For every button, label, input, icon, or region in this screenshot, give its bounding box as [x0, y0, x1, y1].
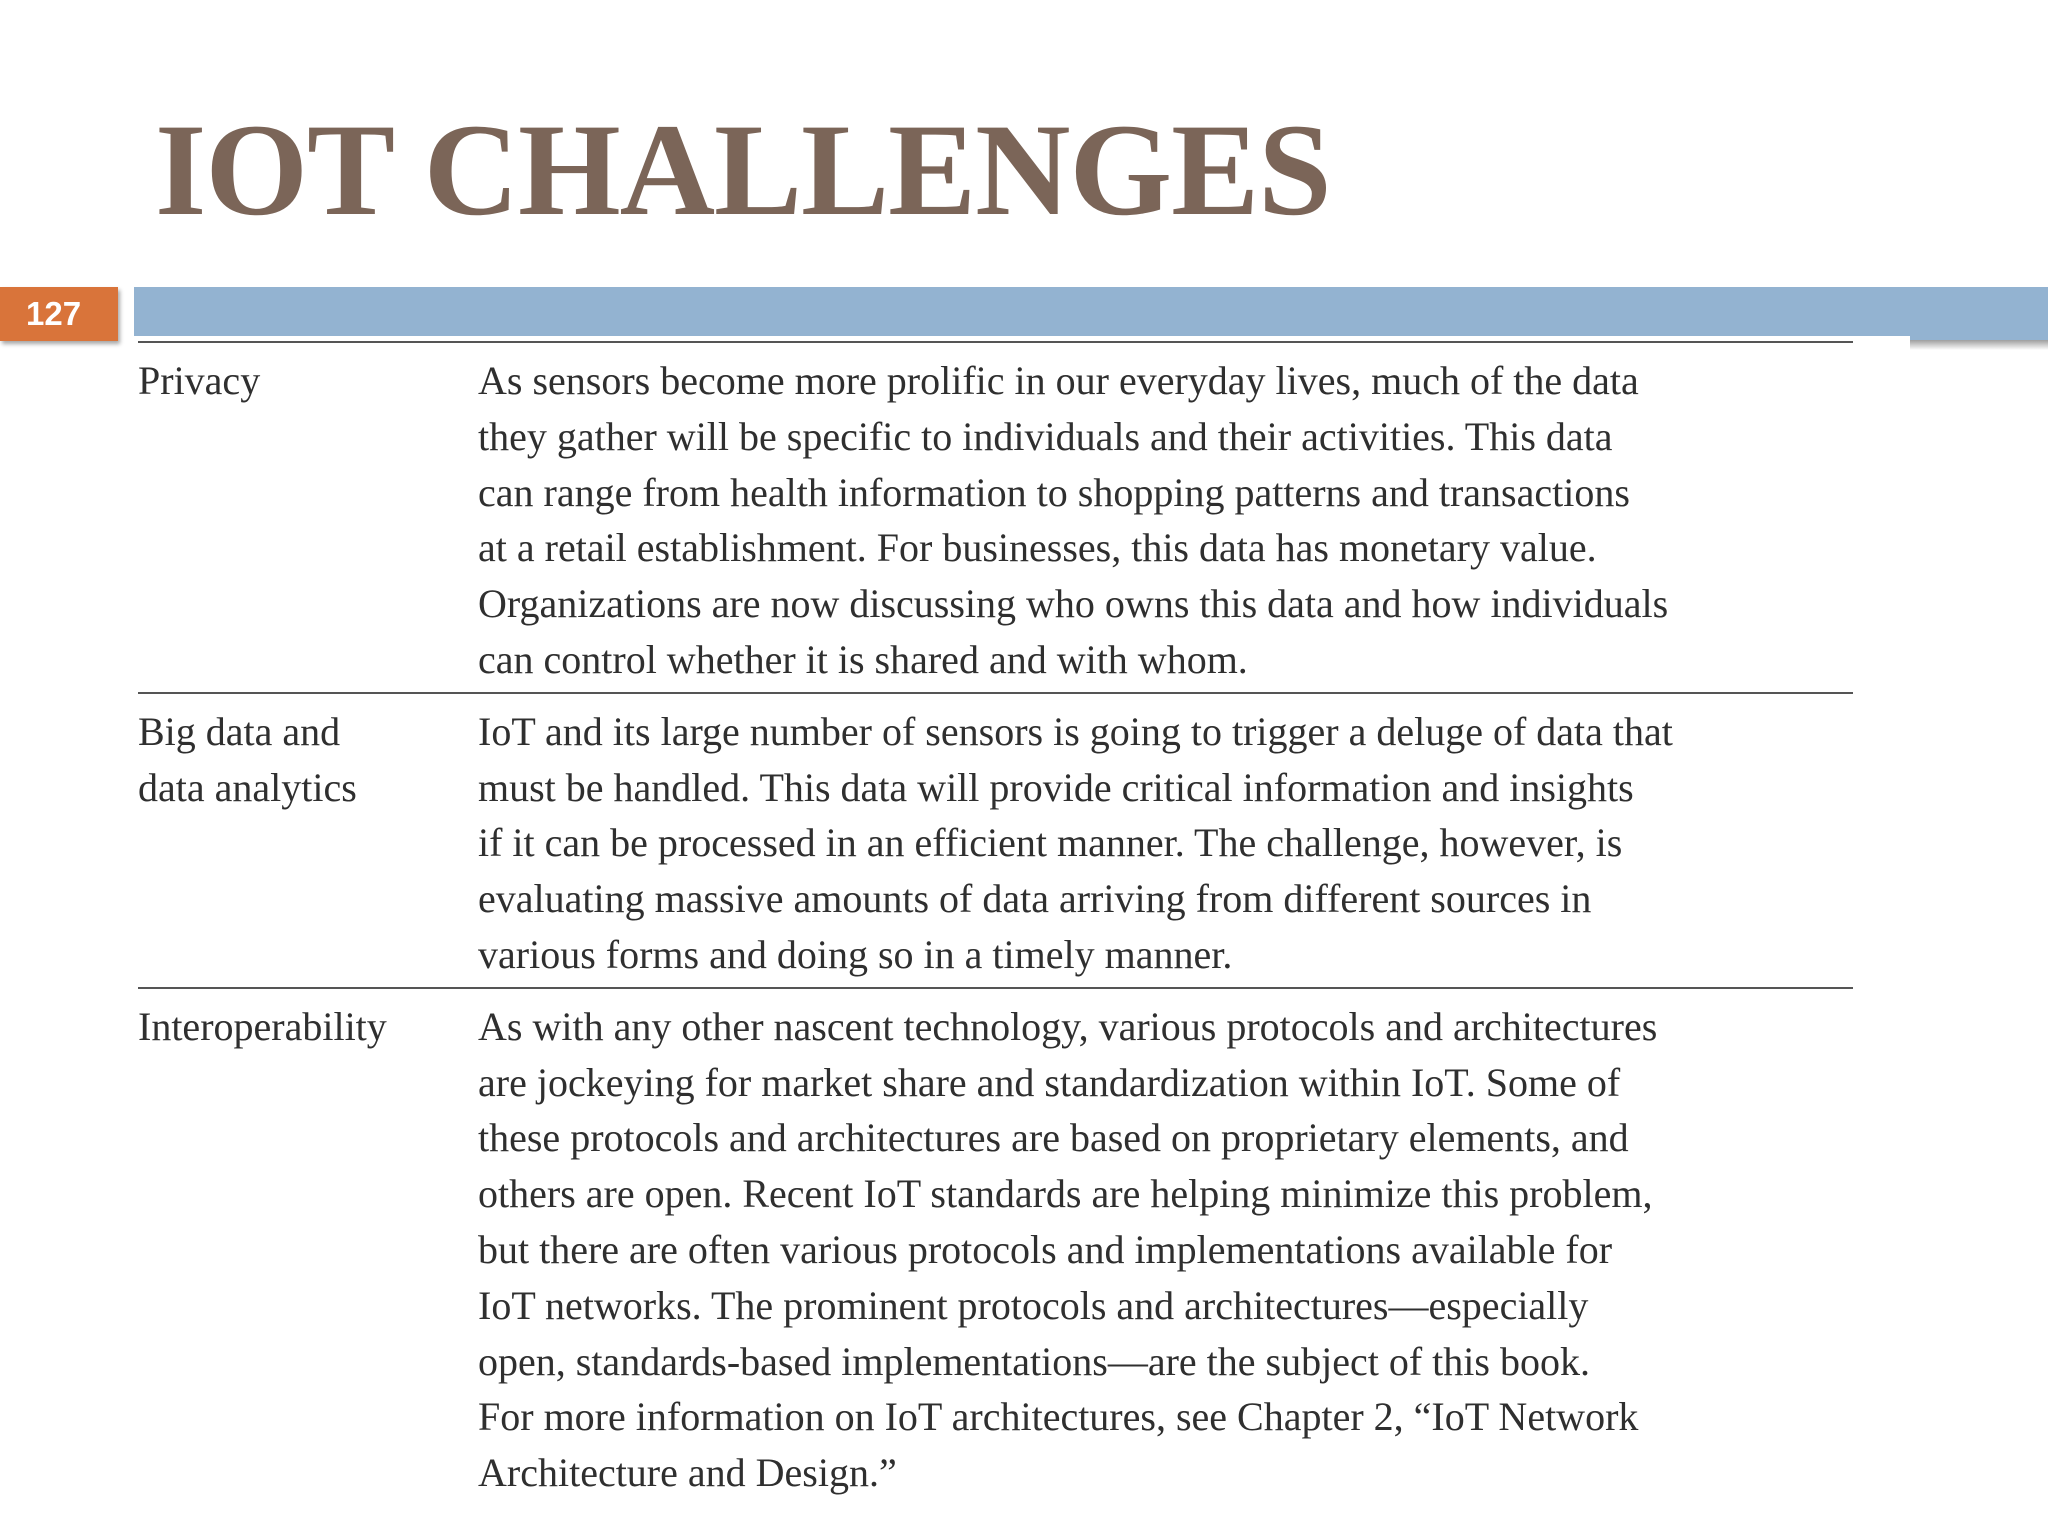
challenge-term — [138, 693, 478, 988]
challenge-description-line: but there are often various protocols and implementations available for — [478, 1226, 1613, 1272]
page-number-badge: 127 — [0, 287, 118, 341]
challenge-description-line: evaluating massive amounts of data arriving from different sources in — [478, 876, 1592, 922]
challenge-description — [478, 988, 1853, 1505]
challenge-description-line: others are open. Recent IoT standards are helping minimize this problem, — [478, 1171, 1653, 1217]
challenge-row — [138, 342, 1853, 693]
challenge-description — [478, 693, 1853, 988]
challenge-description-line: are jockeying for market share and standardization within IoT. Some of — [478, 1059, 1621, 1105]
challenge-description-line: Architecture and Design.” — [478, 1450, 897, 1496]
challenge-term-line: Privacy — [138, 358, 261, 403]
challenge-description-line: can control whether it is shared and with whom. — [478, 636, 1248, 682]
challenge-description-line: IoT and its large number of sensors is going to trigger a deluge of data that — [478, 708, 1673, 754]
challenge-description — [478, 342, 1853, 693]
challenge-description-line: Organizations are now discussing who owns this data and how individuals — [478, 581, 1669, 627]
challenge-description-line: at a retail establishment. For businesses, this data has monetary value. — [478, 525, 1597, 571]
iot-challenges-table — [138, 341, 1853, 1505]
challenge-term — [138, 342, 478, 693]
challenge-row — [138, 988, 1853, 1505]
challenge-description-line: IoT networks. The prominent protocols and architectures—especially — [478, 1282, 1589, 1328]
challenge-description-line: they gather will be specific to individuals and their activities. This data — [478, 413, 1613, 459]
challenge-row — [138, 693, 1853, 988]
challenge-description-line: various forms and doing so in a timely manner. — [478, 931, 1233, 977]
challenge-description-line: As with any other nascent technology, various protocols and architectures — [478, 1003, 1658, 1049]
challenge-term-line: Big data and — [138, 708, 341, 754]
challenge-description-line: open, standards-based implementations—are the subject of this book. — [478, 1338, 1590, 1384]
challenge-term-line: data analytics — [138, 764, 357, 810]
challenge-description-line: these protocols and architectures are based on proprietary elements, and — [478, 1115, 1629, 1161]
challenge-description-line: As sensors become more prolific in our everyday lives, much of the data — [478, 358, 1639, 403]
challenge-description-line: if it can be processed in an efficient manner. The challenge, however, is — [478, 820, 1623, 866]
challenge-description-line: For more information on IoT architectures, see Chapter 2, “IoT Network — [478, 1394, 1639, 1440]
title-accent-bar — [134, 287, 2048, 340]
challenge-description-line: must be handled. This data will provide critical information and insights — [478, 764, 1634, 810]
challenge-term-line: Interoperability — [138, 1003, 387, 1049]
challenge-term — [138, 988, 478, 1505]
slide-title: IOT CHALLENGES — [155, 96, 1331, 243]
challenge-description-line: can range from health information to shopping patterns and transactions — [478, 469, 1630, 515]
